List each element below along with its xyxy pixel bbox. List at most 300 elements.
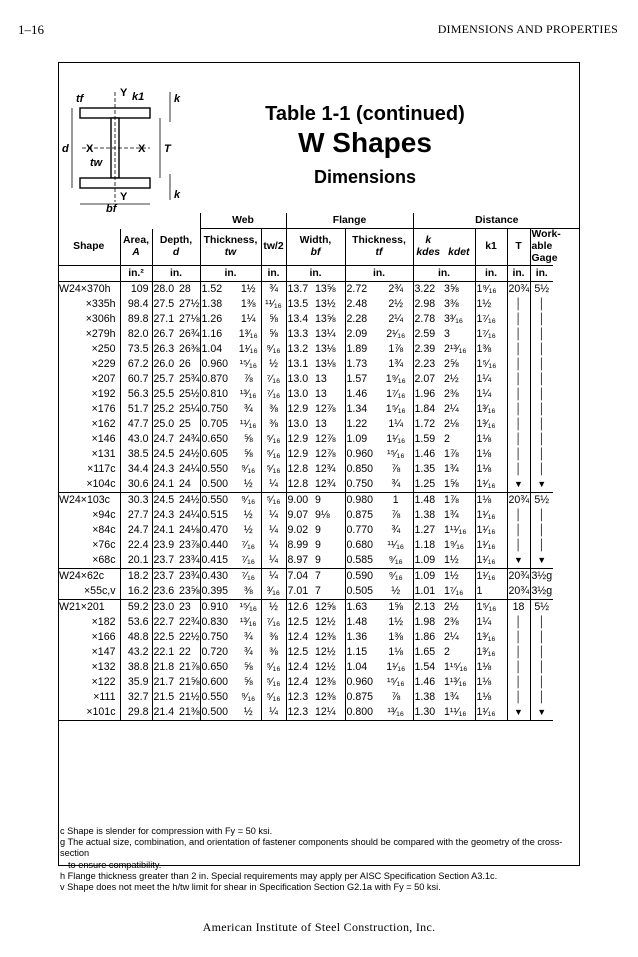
cell-tf-frac: ¾ <box>391 524 401 536</box>
cell-tf: 0.585 <box>345 553 379 569</box>
cell-k1: 1⁵⁄₁₆ <box>475 600 507 616</box>
cell-bf-frac: 13 <box>315 418 327 430</box>
table-row <box>58 584 580 600</box>
table-row <box>58 630 580 645</box>
cell-area: 56.3 <box>120 387 152 402</box>
cell-tw: 0.650 <box>200 660 236 675</box>
cell-depth-frac: 25½ <box>179 388 200 400</box>
cell-depth: 22.1 <box>152 645 178 660</box>
cell-depth: 25.7 <box>152 372 178 387</box>
continuation-line-icon: │ <box>515 328 522 340</box>
cell-depth: 23.6 <box>152 584 178 600</box>
unit-cell: in. <box>345 266 413 282</box>
cell-bf: 12.6 <box>286 600 314 616</box>
cell-tw: 0.395 <box>200 584 236 600</box>
cell-bf-frac: 13⅛ <box>315 343 336 355</box>
cell-tf-frac: 1⁹⁄₁₆ <box>385 373 406 385</box>
cell-bf-frac: 7 <box>315 570 321 582</box>
continuation-line-icon: │ <box>515 373 522 385</box>
col-flange-thickness: Thickness, tf <box>345 229 413 266</box>
cell-bf: 13.4 <box>286 312 314 327</box>
cell-depth-frac: 22½ <box>179 631 200 643</box>
d-label: d <box>62 143 69 155</box>
continuation-line-icon: │ <box>538 388 546 400</box>
cell-tf-frac: ¹³⁄₁₆ <box>379 705 413 721</box>
cell-shape: ×111 <box>93 691 116 703</box>
cell-tw: 0.415 <box>200 553 236 569</box>
cell-area: 20.1 <box>120 553 152 569</box>
cell-kdes: 1.46 <box>413 447 443 462</box>
cell-bf-frac: 13⅝ <box>315 283 336 295</box>
cell-bf: 7.01 <box>286 584 314 600</box>
cell-shape: ×207 <box>91 373 116 385</box>
cell-kdes: 1.72 <box>413 417 443 432</box>
col-kdes: k kdes <box>413 229 443 266</box>
continuation-line-icon: │ <box>515 403 522 415</box>
cell-tf-frac: 1⅞ <box>388 343 404 355</box>
cell-bf: 12.9 <box>286 402 314 417</box>
cell-kdes: 1.86 <box>413 630 443 645</box>
cell-kdet: 2⅛ <box>444 418 459 430</box>
cell-shape: ×68c <box>58 553 120 569</box>
cell-depth: 24.5 <box>152 447 178 462</box>
cell-bf-frac: 9 <box>315 539 321 551</box>
table-row <box>58 402 580 417</box>
continuation-line-icon: │ <box>515 691 522 703</box>
table-row <box>58 462 580 477</box>
cell-bf-frac: 12⅜ <box>315 691 336 703</box>
cell-tw-frac: ⁹⁄₁₆ <box>241 494 256 506</box>
cell-bf: 12.8 <box>286 462 314 477</box>
cell-tw: 0.550 <box>200 462 236 477</box>
cell-kdet: 2¼ <box>444 403 459 415</box>
cell-tf-frac: ¹⁵⁄₁₆ <box>386 448 405 460</box>
cell-T <box>507 523 530 538</box>
cell-k1: 1¹⁄₁₆ <box>475 523 507 538</box>
cell-kdes: 1.65 <box>413 645 443 660</box>
table-row <box>58 660 580 675</box>
cell-depth: 27.5 <box>152 297 178 312</box>
continuation-line-icon: │ <box>538 358 546 370</box>
cell-gage <box>530 417 553 432</box>
running-head <box>14 22 624 38</box>
cell-T <box>507 327 530 342</box>
cell-gage <box>530 705 553 721</box>
cell-area: 43.0 <box>120 432 152 447</box>
cell-tf-frac: 1⁷⁄₁₆ <box>386 388 406 400</box>
table-row <box>58 553 580 569</box>
cell-tf: 0.770 <box>345 523 379 538</box>
continuation-line-icon: │ <box>538 661 546 673</box>
cell-shape: ×147 <box>91 646 116 658</box>
cell-depth-frac: 24 <box>178 477 200 493</box>
cell-tw: 1.52 <box>200 282 236 298</box>
table-row <box>58 477 580 493</box>
col-tw-half: tw/2 <box>261 229 286 266</box>
cell-tw-frac: 1³⁄₁₆ <box>238 328 258 340</box>
cell-tf-frac: 1¼ <box>388 418 404 430</box>
continuation-line-icon: │ <box>538 463 546 475</box>
continuation-line-icon: │ <box>515 524 522 536</box>
cell-tw-half: ⁵⁄₁₆ <box>261 660 286 675</box>
cell-tw: 0.515 <box>200 508 236 523</box>
cell-gage <box>530 402 553 417</box>
cell-tw-half: ⅜ <box>261 402 286 417</box>
cell-tw-frac: 1¹⁄₁₆ <box>238 343 258 355</box>
continuation-line-icon: │ <box>538 616 546 628</box>
continuation-line-icon: │ <box>538 448 546 460</box>
cell-k1: 1¹⁄₁₆ <box>475 705 507 721</box>
cell-tf-frac: ¹⁵⁄₁₆ <box>386 676 405 688</box>
cell-tw-frac: ⁷⁄₁₆ <box>241 570 255 582</box>
cell-tf: 1.63 <box>345 600 379 616</box>
cell-kdet: 3 <box>444 328 450 340</box>
cell-tf: 0.590 <box>345 569 379 585</box>
table-row <box>58 432 580 447</box>
cell-tw-half: ½ <box>261 357 286 372</box>
table-row <box>58 493 580 509</box>
cell-tw-frac: ⅝ <box>243 676 253 688</box>
cell-area: 29.8 <box>120 705 152 721</box>
cell-tw-half: ⅜ <box>261 417 286 432</box>
cell-tf-frac: 1⅝ <box>388 601 404 613</box>
cell-tw-frac: ⁹⁄₁₆ <box>241 691 256 703</box>
cell-gage <box>530 538 553 553</box>
cell-tf-frac: 2¹⁄₁₆ <box>386 328 406 340</box>
table-row <box>58 690 580 705</box>
cell-shape: ×192 <box>91 388 116 400</box>
cell-depth-frac: 23⅞ <box>179 539 200 551</box>
cell-bf: 9.00 <box>286 493 314 509</box>
cell-kdes: 1.46 <box>413 675 443 690</box>
cell-depth: 25.5 <box>152 387 178 402</box>
cell-bf-frac: 13½ <box>315 298 336 310</box>
cell-kdet: 1⁹⁄₁₆ <box>444 539 465 551</box>
unit-cell: in. <box>286 266 345 282</box>
cell-k1: 1⅛ <box>475 675 507 690</box>
unit-cell: in.² <box>120 266 152 282</box>
cell-T <box>507 417 530 432</box>
cell-tf: 1.22 <box>345 417 379 432</box>
footnote-c: c Shape is slender for compression with Fy = 50 ksi. <box>60 826 273 836</box>
cell-tf-frac: 1⅜ <box>388 631 404 643</box>
cell-depth: 28.0 <box>152 282 178 298</box>
cell-tw-half: ⁷⁄₁₆ <box>261 372 286 387</box>
cell-bf: 12.4 <box>286 675 314 690</box>
col-workable-gage: Work- able Gage <box>531 229 561 264</box>
cell-tw-frac: ¹⁵⁄₁₆ <box>239 601 258 613</box>
cell-shape: ×101c <box>58 705 120 721</box>
continuation-line-icon: │ <box>515 539 522 551</box>
cell-gage <box>530 477 553 493</box>
cell-bf: 7.04 <box>286 569 314 585</box>
continuation-line-icon: │ <box>538 373 546 385</box>
cell-kdet: 1¾ <box>444 509 459 521</box>
continuation-line-icon: │ <box>538 691 546 703</box>
continuation-line-icon: │ <box>515 509 522 521</box>
unit-cell: in. <box>475 266 507 282</box>
cell-T: 20¾ <box>508 570 530 582</box>
cell-depth: 27.1 <box>152 312 178 327</box>
cell-shape: W21×201 <box>59 601 105 613</box>
cell-area: 109 <box>120 282 152 298</box>
cell-area: 73.5 <box>120 342 152 357</box>
cell-depth: 23.0 <box>152 600 178 616</box>
cell-shape: W24×62c <box>59 570 105 582</box>
cell-area: 27.7 <box>120 508 152 523</box>
cell-kdet: 2¼ <box>444 631 459 643</box>
title-line-1: Table 1-1 (continued) <box>265 103 465 125</box>
cell-kdet: 2¹³⁄₁₆ <box>444 343 467 355</box>
cell-shape: ×117c <box>87 463 116 475</box>
cell-kdes: 1.25 <box>413 477 443 493</box>
cell-k1: 1¼ <box>475 615 507 630</box>
cell-k1: 1⅛ <box>475 447 507 462</box>
cell-k1: 1⅛ <box>475 432 507 447</box>
table-row <box>58 312 580 327</box>
cell-tw: 0.750 <box>200 630 236 645</box>
cell-shape: ×84c <box>92 524 116 536</box>
cell-tf-frac: ⁹⁄₁₆ <box>379 553 413 569</box>
cell-T <box>507 630 530 645</box>
cell-gage <box>530 675 553 690</box>
cell-kdes: 2.78 <box>413 312 443 327</box>
table-title <box>200 102 530 190</box>
cell-tf-frac: 1¹⁄₁₆ <box>386 433 406 445</box>
cell-T <box>507 387 530 402</box>
cell-tf-frac: 1¾ <box>388 358 404 370</box>
col-area: Area, A <box>120 229 152 266</box>
cell-kdes: 1.27 <box>413 523 443 538</box>
cell-gage <box>530 312 553 327</box>
continuation-line-icon: │ <box>538 433 546 445</box>
cell-tw: 0.600 <box>200 675 236 690</box>
cell-tw-half: ¾ <box>261 282 286 298</box>
cell-gage <box>530 432 553 447</box>
cell-bf-frac: 9 <box>315 494 321 506</box>
cell-bf: 12.9 <box>286 432 314 447</box>
cell-area: 16.2 <box>120 584 152 600</box>
cell-tw-frac: ½ <box>243 509 253 521</box>
cell-bf-frac: 12⅞ <box>315 448 336 460</box>
cell-tf: 0.960 <box>345 675 379 690</box>
cell-tw-half: ¼ <box>261 705 286 721</box>
cell-kdes: 3.22 <box>413 282 443 298</box>
cell-tf-frac: 1⁵⁄₁₆ <box>385 403 406 415</box>
cell-T <box>507 690 530 705</box>
down-arrow-icon: ▼ <box>514 707 523 717</box>
cell-T <box>507 357 530 372</box>
cell-tf-frac: 2¾ <box>388 283 404 295</box>
cell-kdet: 1¹³⁄₁₆ <box>444 676 467 688</box>
cell-bf-frac: 12¼ <box>314 705 345 721</box>
cell-gage <box>530 690 553 705</box>
cell-depth-frac: 21⅞ <box>179 661 200 673</box>
cell-bf: 12.3 <box>286 690 314 705</box>
cell-tw-frac: ⅝ <box>243 448 253 460</box>
cell-k1: 1⁵⁄₁₆ <box>475 357 507 372</box>
cell-kdet: 1⅝ <box>443 477 475 493</box>
cell-bf: 9.07 <box>286 508 314 523</box>
cell-k1: 1³⁄₁₆ <box>475 417 507 432</box>
cell-tf: 0.750 <box>345 477 379 493</box>
cell-gage <box>530 372 553 387</box>
cell-bf: 8.99 <box>286 538 314 553</box>
cell-kdet: 1⁷⁄₁₆ <box>443 584 475 600</box>
x-label-left: X <box>86 143 94 155</box>
cell-area: 67.2 <box>120 357 152 372</box>
continuation-line-icon: │ <box>538 509 546 521</box>
cell-depth: 26.7 <box>152 327 178 342</box>
cell-depth: 21.4 <box>152 705 178 721</box>
cell-gage: 5½ <box>530 493 553 509</box>
cell-kdes: 1.35 <box>413 462 443 477</box>
cell-bf-frac: 12½ <box>315 646 336 658</box>
cell-tw: 0.550 <box>200 690 236 705</box>
cell-depth-frac: 24¼ <box>179 509 200 521</box>
cell-bf-frac: 12¾ <box>315 463 336 475</box>
cell-area: 43.2 <box>120 645 152 660</box>
cell-kdet: 2½ <box>444 601 459 613</box>
group-distance: Distance <box>413 213 580 229</box>
table-row <box>58 600 580 616</box>
continuation-line-icon: │ <box>538 646 546 658</box>
page-number: 1–16 <box>18 22 44 37</box>
cell-tw: 0.650 <box>200 432 236 447</box>
cell-kdet: 1¾ <box>444 691 459 703</box>
continuation-line-icon: │ <box>515 646 522 658</box>
cell-bf-frac: 13¼ <box>315 328 336 340</box>
cell-gage <box>530 615 553 630</box>
cell-kdet: 2 <box>444 646 450 658</box>
cell-k1: 1¹⁄₁₆ <box>475 508 507 523</box>
cell-kdes: 1.54 <box>413 660 443 675</box>
cell-T <box>507 675 530 690</box>
unit-cell: in. <box>413 266 475 282</box>
cell-shape: ×166 <box>91 631 116 643</box>
down-arrow-icon: ▼ <box>514 555 523 565</box>
cell-depth: 24.1 <box>152 477 178 493</box>
cell-tw-half: ¼ <box>261 523 286 538</box>
cell-kdet: 3⅜ <box>444 298 459 310</box>
cell-tw-half: ¼ <box>261 569 286 585</box>
cell-kdet: 1¾ <box>444 463 459 475</box>
cell-bf-frac: 9⅛ <box>315 509 330 521</box>
cell-kdes: 2.59 <box>413 327 443 342</box>
cell-tw-frac: ¹¹⁄₁₆ <box>239 418 257 430</box>
cell-k1: 1⁹⁄₁₆ <box>475 282 507 298</box>
cell-bf-frac: 12⅜ <box>315 676 336 688</box>
cell-kdet: 3³⁄₁₆ <box>444 313 464 325</box>
cell-tw: 0.430 <box>200 569 236 585</box>
tw-label: tw <box>90 157 103 169</box>
cell-tf: 0.875 <box>345 690 379 705</box>
table-row <box>58 675 580 690</box>
cell-tw-half: ⅜ <box>261 645 286 660</box>
cell-area: 98.4 <box>120 297 152 312</box>
unit-cell: in. <box>200 266 261 282</box>
cell-bf: 12.4 <box>286 630 314 645</box>
cell-kdet: 2⅝ <box>444 358 459 370</box>
units-row <box>58 266 580 282</box>
cell-kdet: 3⅝ <box>444 283 459 295</box>
cell-bf-frac: 9 <box>314 553 345 569</box>
cell-tf: 0.980 <box>345 493 379 509</box>
cell-bf: 13.0 <box>286 387 314 402</box>
cell-tw-frac: ¾ <box>243 646 253 658</box>
footnote-v: v Shape does not meet the h/tw limit for shear in Specification Section G2.1a with Fy = 50 ksi. <box>60 882 441 893</box>
cell-depth-frac: 22 <box>179 646 191 658</box>
continuation-line-icon: │ <box>515 661 522 673</box>
cell-depth-frac: 26 <box>179 358 191 370</box>
cell-area: 30.6 <box>120 477 152 493</box>
cell-tw-half: ⅝ <box>261 312 286 327</box>
cell-T: 20¾ <box>508 494 530 506</box>
cell-area: 22.4 <box>120 538 152 553</box>
cell-tw-half: ⁹⁄₁₆ <box>261 342 286 357</box>
column-header-row <box>58 229 580 266</box>
cell-k1: 1½ <box>475 297 507 312</box>
cell-tw-frac: ½ <box>236 477 261 493</box>
cell-area: 82.0 <box>120 327 152 342</box>
cell-depth-frac: 24¾ <box>179 433 200 445</box>
cell-depth: 26.3 <box>152 342 178 357</box>
unit-cell: in. <box>152 266 200 282</box>
cell-k1: 1¼ <box>475 387 507 402</box>
cell-kdet: 2 <box>444 433 450 445</box>
cell-shape: ×122 <box>91 676 116 688</box>
cell-tw-frac: ¾ <box>243 403 253 415</box>
footnotes <box>60 826 578 893</box>
table-row <box>58 387 580 402</box>
cell-depth-frac: 28 <box>179 283 191 295</box>
cell-tw-half: ¼ <box>261 553 286 569</box>
continuation-line-icon: │ <box>515 298 522 310</box>
cell-tf: 1.57 <box>345 372 379 387</box>
continuation-line-icon: │ <box>538 403 546 415</box>
cell-tw-frac: 1¼ <box>240 313 256 325</box>
group-web: Web <box>200 213 286 229</box>
cell-gage <box>530 523 553 538</box>
cell-bf: 13.2 <box>286 342 314 357</box>
cell-tf: 0.850 <box>345 462 379 477</box>
cell-gage <box>530 327 553 342</box>
cell-gage <box>530 387 553 402</box>
cell-tf: 1.73 <box>345 357 379 372</box>
cell-shape: ×279h <box>85 328 116 340</box>
cell-depth-frac: 24⅛ <box>179 524 200 536</box>
cell-gage: 3½g <box>530 584 553 600</box>
cell-kdet: 2⅜ <box>444 616 459 628</box>
cell-depth-frac: 26⅜ <box>179 343 200 355</box>
cell-bf: 13.1 <box>286 357 314 372</box>
cell-depth-frac: 21⅜ <box>178 705 200 721</box>
cell-shape: W24×370h <box>59 283 111 295</box>
cell-kdet: 1¹¹⁄₁₆ <box>443 705 475 721</box>
cell-gage: 5½ <box>530 600 553 616</box>
cell-shape: ×131 <box>91 448 116 460</box>
cell-shape: ×306h <box>85 313 116 325</box>
table-row <box>58 508 580 523</box>
continuation-line-icon: │ <box>515 343 522 355</box>
cell-tw-half: ⁵⁄₁₆ <box>261 493 286 509</box>
cell-bf-frac: 9 <box>315 524 321 536</box>
cell-gage <box>530 447 553 462</box>
cell-area: 24.7 <box>120 523 152 538</box>
footnote-g: g The actual size, combination, and orientation of fastener components should be compared with the geometry of the cross-section <box>60 837 563 859</box>
cell-area: 89.8 <box>120 312 152 327</box>
cell-area: 51.7 <box>120 402 152 417</box>
